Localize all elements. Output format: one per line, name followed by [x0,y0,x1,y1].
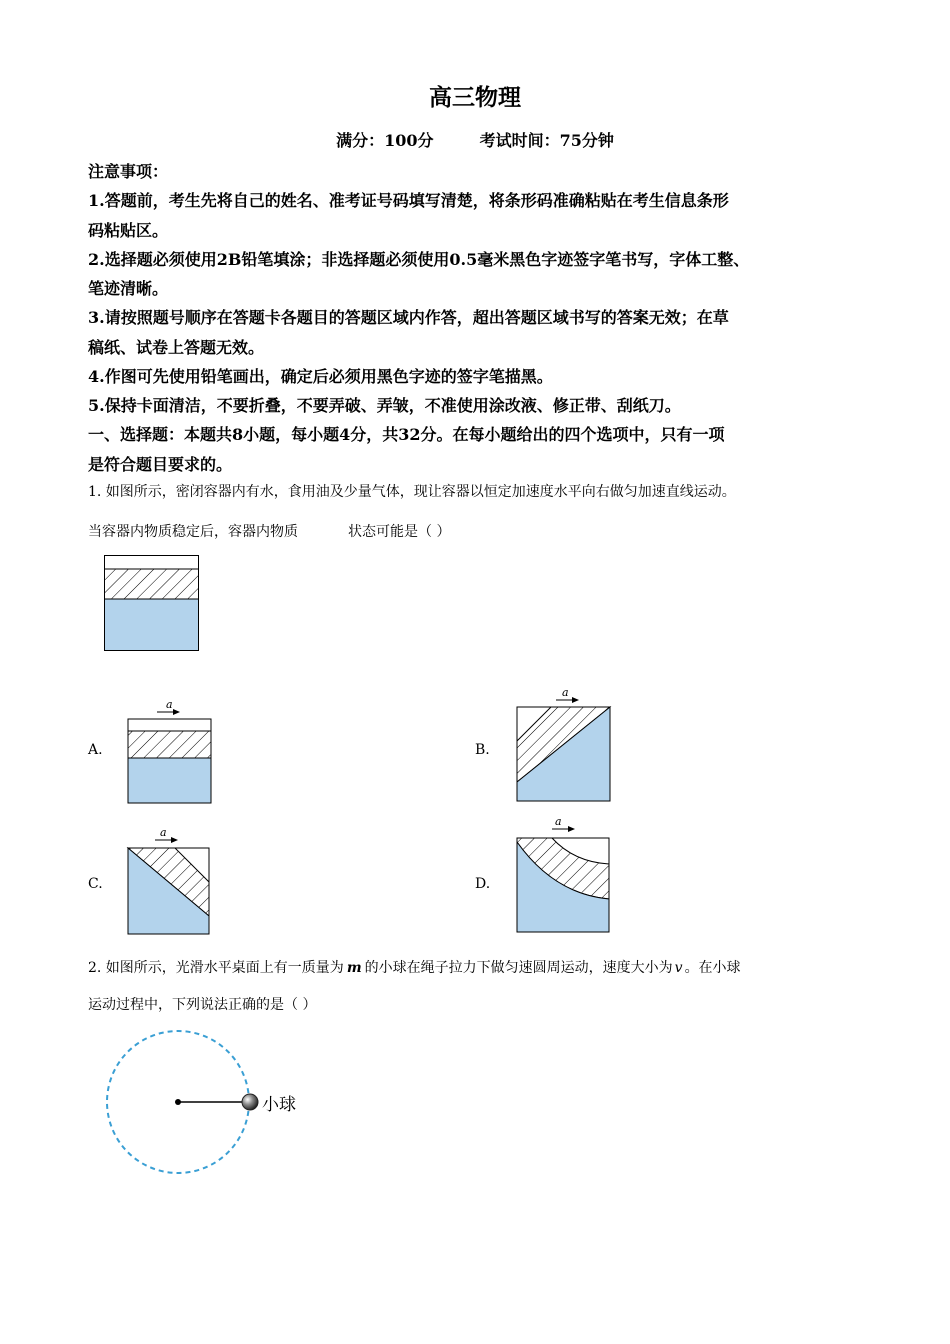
option-c-label: C. [88,876,103,892]
q1-text-line1: 1. 如图所示，密闭容器内有水，食用油及少量气体，现让容器以恒定加速度水平向右做匀加速直线运动。 [88,484,736,500]
score-line [0,128,950,154]
q1-text-line2 [88,521,450,543]
option-d-label: D. [475,876,491,892]
q1-text-line2a: 当容器内物质稳定后，容器内物质 [88,524,298,540]
full-score: 满分：100分 [336,131,434,150]
q2-text-line2: 运动过程中，下列说法正确的是（ ） [88,997,317,1013]
accel-label: a [562,686,569,699]
note-line: 码粘贴区。 [88,221,169,240]
note-line: 3.请按照题号顺序在答题卡各题目的答题区域内作答，超出答题区域书写的答案无效；在草 [88,308,729,327]
note-line: 4.作图可先使用铅笔画出，确定后必须用黑色字迹的签字笔描黑。 [88,367,553,386]
note-line: 5.保持卡面清洁，不要折叠，不要弄破、弄皱，不准使用涂改液、修正带、刮纸刀。 [88,396,681,415]
option-d-figure [516,815,612,934]
accel-label: a [160,826,167,839]
accel-label: a [166,698,173,711]
ball [242,1094,258,1110]
accel-label: a [555,815,562,828]
option-c-figure [127,826,213,936]
note-line: 2.选择题必须使用2B铅笔填涂；非选择题必须使用0.5毫米黑色字迹签字笔书写，字体工整、 [88,250,750,269]
q2-circle-figure [104,1029,314,1177]
q2-var-v: v [674,960,683,976]
q2-var-m: m [346,960,362,976]
note-line: 1.答题前，考生先将自己的姓名、准考证号码填写清楚，将条形码准确粘贴在考生信息条形 [88,191,729,210]
ball-label: 小球 [262,1095,296,1115]
option-a-figure [127,698,213,806]
notes-heading: 注意事项： [88,162,169,181]
q2-text-line1 [88,957,741,979]
note-line: 稿纸、试卷上答题无效。 [88,338,265,357]
q1-text-line2b: 状态可能是（ ） [348,524,451,540]
section-heading: 是符合题目要求的。 [88,455,233,474]
note-line: 笔迹清晰。 [88,279,169,298]
q2-text-line1c: 。在小球 [684,960,741,976]
option-a-label: A. [88,742,103,758]
q2-text-line1a: 2. 如图所示，光滑水平桌面上有一质量为 [88,960,344,976]
section-heading: 一、选择题：本题共8小题，每小题4分，共32分。在每小题给出的四个选项中，只有一项 [88,425,725,444]
option-b-figure [516,685,612,803]
exam-time: 考试时间：75分钟 [479,131,614,150]
q2-text-line1b: 的小球在绳子拉力下做匀速圆周运动，速度大小为 [364,960,673,976]
option-b-label: B. [475,742,490,758]
page-title: 高三物理 [429,84,521,111]
center-point [175,1099,181,1105]
q1-container-figure [104,555,200,652]
